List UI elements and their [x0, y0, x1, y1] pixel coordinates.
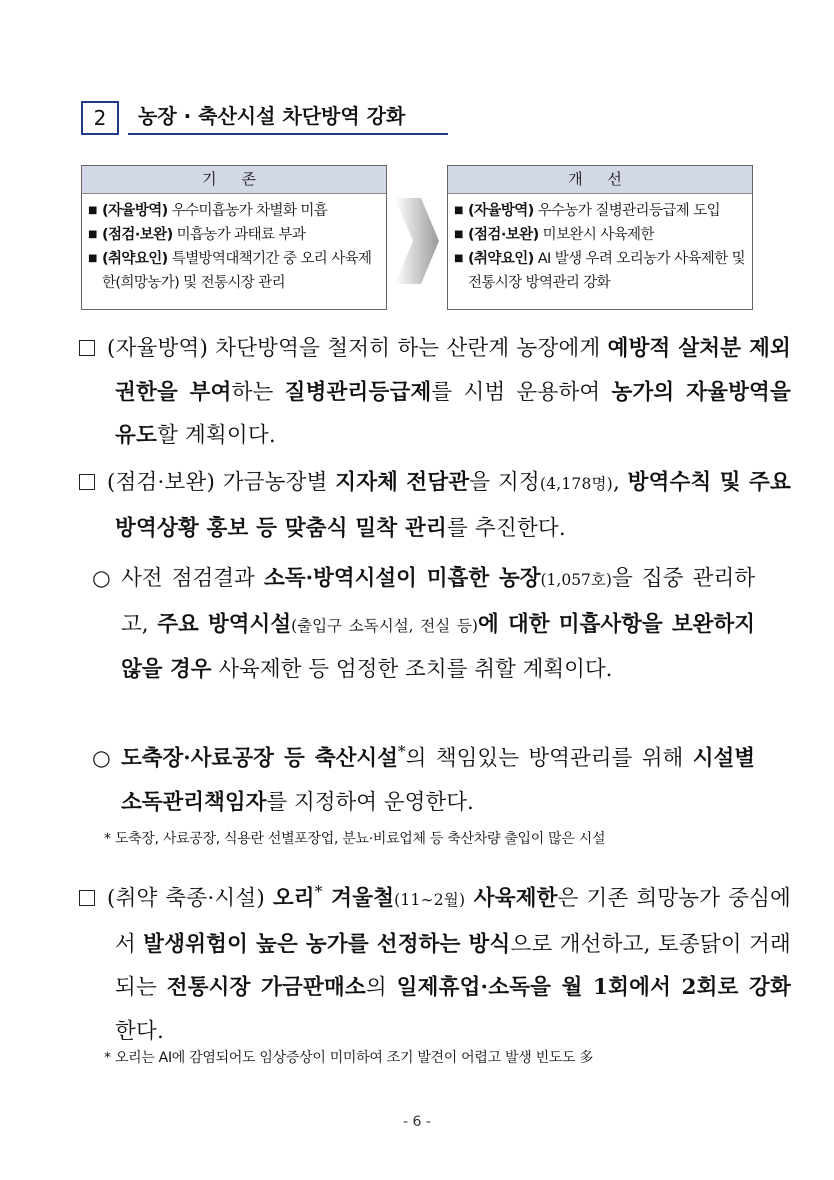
- text-run: (자율방역) 차단방역을 철저히 하는 산란계 농장에게: [107, 336, 608, 361]
- square-bullet-icon: ■: [454, 205, 463, 216]
- square-bullet-icon: ■: [454, 229, 463, 240]
- sub-item-facility-check: [92, 557, 755, 692]
- bold-run: 질병관리등급제: [284, 379, 432, 405]
- circle-bullet-icon: ○: [92, 746, 111, 772]
- text-run: 사전 점검결과: [121, 566, 265, 591]
- bold-run: 농가의 자율방역을 유도: [115, 379, 791, 448]
- compare-old-item: [82, 247, 386, 295]
- bold-run: 지자체 전담관: [335, 470, 470, 495]
- small-run: (출입구 소독시설, 전실 등): [291, 616, 478, 635]
- section-number: 2: [81, 101, 119, 135]
- right-arrow-icon: [393, 196, 441, 286]
- item-text: 미흡농가 과태료 부과: [172, 227, 306, 243]
- text-run: 의 책임있는 방역관리를 위해: [405, 746, 693, 772]
- square-bullet-icon: ■: [88, 253, 97, 264]
- footnote-mark: *: [397, 743, 406, 761]
- item-tag: (점검·보완): [468, 227, 539, 243]
- bold-run: 도축장·사료공장 등 축산시설: [121, 746, 398, 772]
- checkbox-bullet-icon: [79, 890, 95, 906]
- compare-new-item: [448, 199, 752, 223]
- text-run: 를 추진한다.: [447, 515, 566, 541]
- bold-run: 발생위험이 높은 농가를 선정하는 방식: [143, 931, 511, 957]
- sub-item-livestock-facilities: [92, 731, 755, 824]
- small-run: (4,178명): [539, 475, 613, 493]
- bold-run: 오리: [272, 886, 315, 912]
- compare-old-item: [82, 223, 386, 247]
- text-run: 를 지정하여 운영한다.: [266, 789, 474, 815]
- text-run: 한다.: [115, 1018, 164, 1044]
- item-text: 특별방역대책기간 중 오리 사육제한(희망농가) 및 전통시장 관리: [102, 251, 372, 291]
- footnote-duck: * 오리는 AI에 감염되어도 임상증상이 미미하여 조기 발견이 어렵고 발생 빈도도 多: [104, 1050, 594, 1066]
- text-run: 을 집중 관리하고,: [121, 566, 755, 637]
- item-text: 우수미흡농가 차별화 미흡: [167, 203, 328, 219]
- text-run: 은 기존 희망농가 중심에서: [115, 886, 792, 957]
- checkbox-bullet-icon: [79, 340, 95, 356]
- square-bullet-icon: ■: [88, 205, 97, 216]
- bold-run: 사육제한: [465, 886, 558, 912]
- text-run: 할 계획이다.: [156, 423, 276, 448]
- item-text: AI 발생 우려 오리농가 사육제한 및 전통시장 방역관리 강화: [468, 251, 746, 291]
- compare-new-header: 개 선: [448, 166, 752, 194]
- square-bullet-icon: ■: [454, 253, 463, 264]
- text-run: (취약 축종·시설): [107, 886, 273, 912]
- bold-run: 전통시장 가금판매소: [166, 975, 366, 1001]
- item-text: 우수농가 질병관리등급제 도입: [533, 203, 721, 219]
- item-tag: (취약요인): [468, 251, 534, 267]
- bold-run: 겨울철: [322, 886, 395, 912]
- compare-old-item: [82, 199, 386, 223]
- square-bullet-icon: ■: [88, 229, 97, 240]
- small-run: (1,057호): [540, 571, 612, 589]
- item-tag: (취약요인): [102, 251, 168, 267]
- text-run: 하는: [231, 379, 285, 405]
- bold-run: 일제휴업·소독을 월 1회에서 2회로 강화: [396, 975, 791, 1001]
- text-run: 사육제한 등 엄정한 조치를 취할 계획이다.: [211, 657, 613, 682]
- compare-new-item: [448, 247, 752, 295]
- small-run: (11∼2월): [394, 891, 466, 910]
- paragraph-autonomous-quarantine: [79, 327, 791, 458]
- section-title: 농장 · 축산시설 차단방역 강화: [128, 101, 448, 135]
- bold-run: 시설별 소독관리책임자: [121, 746, 755, 815]
- text-run: 으로 개선하고, 토종닭이 거래되는: [115, 931, 791, 1001]
- compare-old-box: [81, 165, 387, 310]
- bold-run: 주요 방역시설: [157, 611, 292, 637]
- compare-new-box: [447, 165, 753, 310]
- paragraph-vulnerable-species: [79, 871, 791, 1053]
- text-run: 의: [365, 975, 397, 1001]
- item-tag: (자율방역): [468, 203, 534, 219]
- text-run: 을 지정: [469, 470, 540, 495]
- footnote-facilities: * 도축장, 사료공장, 식용란 선별포장업, 분뇨·비료업체 등 축산차량 출입이 많은 시설: [104, 831, 606, 847]
- item-text: 미보완시 사육제한: [538, 227, 654, 243]
- text-run: 를 시범 운용하여: [431, 379, 612, 405]
- compare-old-header: 기 존: [82, 166, 386, 194]
- bold-run: 소독·방역시설이 미흡한 농장: [264, 566, 541, 591]
- checkbox-bullet-icon: [79, 474, 95, 490]
- compare-new-item: [448, 223, 752, 247]
- paragraph-inspection: [79, 461, 791, 550]
- footnote-mark: *: [314, 883, 323, 901]
- text-run: (점검·보완) 가금농장별: [107, 470, 336, 495]
- item-tag: (점검·보완): [102, 227, 173, 243]
- circle-bullet-icon: ○: [92, 566, 111, 591]
- text-run: ,: [612, 470, 628, 495]
- page-number: - 6 -: [403, 1114, 431, 1130]
- bold-run: 예방적 살처분 제외 권한을 부여: [115, 336, 792, 405]
- item-tag: (자율방역): [102, 203, 168, 219]
- bold-run: 방역수칙 및 주요 방역상황 홍보 등 맞춤식 밀착 관리: [115, 470, 791, 541]
- bold-run: 에 대한 미흡사항을 보완하지 않을 경우: [121, 611, 755, 682]
